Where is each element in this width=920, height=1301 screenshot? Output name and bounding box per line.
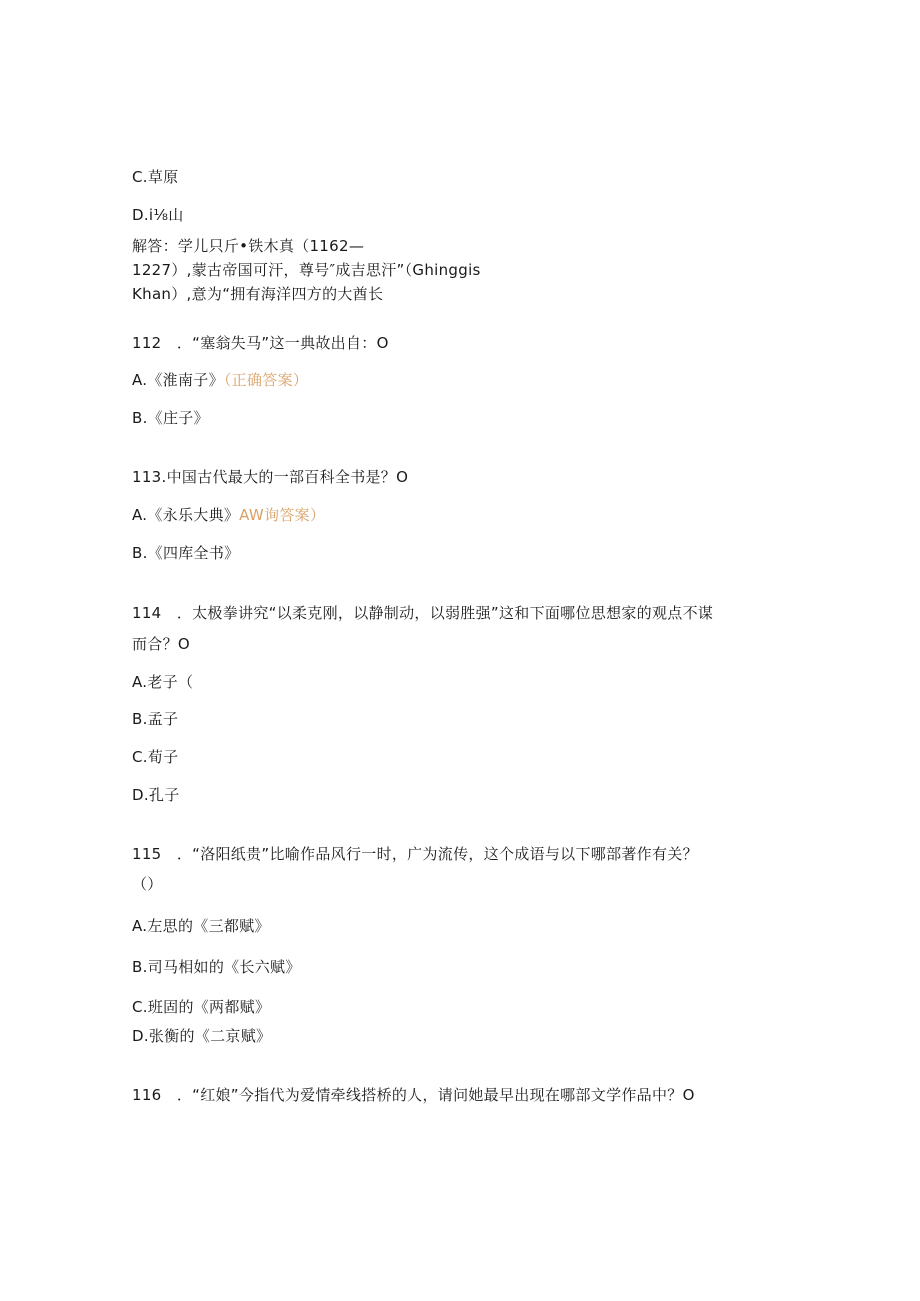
- question-115-line-1: 115 ．“洛阳纸贵”比喻作品风行一时，广为流传，这个成语与以下哪部著作有关？: [132, 845, 698, 863]
- q113-option-a: [132, 505, 325, 525]
- q115-option-a: A.左思的《三都赋》: [132, 917, 270, 935]
- explanation-line-3: Khan）,意为“拥有海洋四方的大酋长: [132, 285, 384, 303]
- question-115-line-2: （）: [132, 875, 163, 893]
- q112-option-a: [132, 370, 308, 390]
- question-114-line-2: 而合？O: [132, 635, 191, 653]
- question-113: 113.中国古代最大的一部百科全书是？O: [132, 468, 409, 486]
- q115-option-d: D.张衡的《二京赋》: [132, 1027, 272, 1045]
- explanation-line-2: 1227）,蒙古帝国可汗，尊号″成吉思汗”（Ghinggis: [132, 261, 481, 279]
- q115-option-c: C.班固的《两都赋》: [132, 998, 271, 1016]
- q114-option-c: C.荀子: [132, 748, 179, 766]
- q113-option-b: B.《四库全书》: [132, 544, 240, 562]
- q112-option-a-text: A.《淮南子》: [132, 371, 224, 389]
- q114-option-b: B.孟子: [132, 710, 179, 728]
- explanation-line-1: 解答：学儿只斤•铁木真（1162—: [132, 237, 365, 255]
- question-112: 112 ．“塞翁失马”这一典故出自：O: [132, 334, 389, 352]
- correct-answer-tag: AW询答案）: [239, 506, 326, 524]
- q114-option-d: D.孔子: [132, 786, 180, 804]
- option-d-prev: D.i⅛山: [132, 206, 184, 224]
- question-114-line-1: 114 ．太极拳讲究“以柔克刚，以静制动，以弱胜强”这和下面哪位思想家的观点不谋: [132, 604, 714, 622]
- correct-answer-tag: （正确答案）: [223, 371, 309, 389]
- q114-option-a: A.老子（: [132, 673, 194, 691]
- q115-option-b: B.司马相如的《长六赋》: [132, 958, 301, 976]
- question-116: 116 ．“红娘”今指代为爱情牵线搭桥的人，请问她最早出现在哪部文学作品中？O: [132, 1086, 695, 1104]
- q112-option-b: B.《庄子》: [132, 409, 209, 427]
- q113-option-a-text: A.《永乐大典》: [132, 506, 240, 524]
- option-c-prev: C.草原: [132, 168, 179, 186]
